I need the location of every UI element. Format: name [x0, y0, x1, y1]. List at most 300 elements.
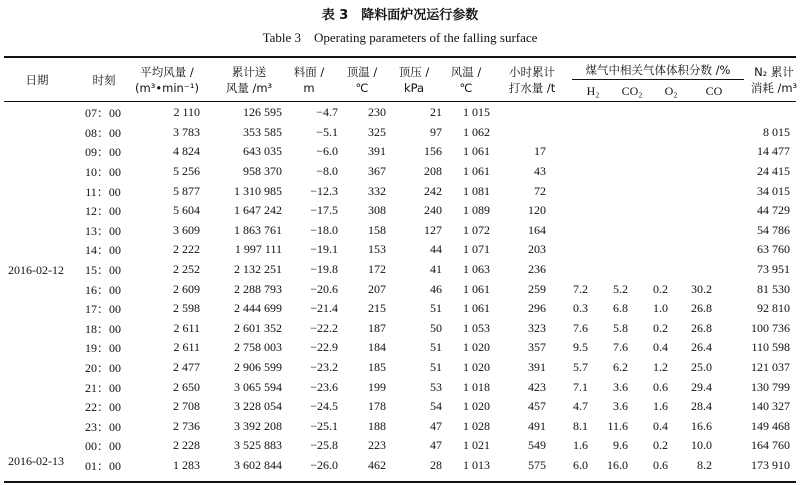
cell-wind: 5 256	[173, 164, 200, 179]
cell-blast: 1 071	[463, 242, 490, 257]
cell-blast: 1 020	[463, 360, 490, 375]
cell-o2: 0.4	[653, 418, 668, 433]
cell-cum: 2 601 352	[234, 320, 282, 335]
cell-cum: 643 035	[243, 144, 282, 159]
cell-co2	[594, 123, 634, 143]
cell-o2	[634, 260, 674, 280]
cell-time: 14：00	[84, 243, 121, 258]
cell-wind: 1 283	[173, 457, 200, 472]
cell-blast: 1 028	[463, 418, 490, 433]
date-cell	[4, 279, 78, 299]
cell-level: −8.0	[316, 164, 338, 179]
cell-co2: 7.6	[613, 340, 628, 355]
cell-h2: 8.1	[573, 418, 588, 433]
cell-wind: 2 736	[173, 418, 200, 433]
cell-water: 17	[534, 144, 546, 159]
cell-toppress: 44	[430, 242, 442, 257]
date-cell	[4, 162, 78, 182]
cell-co2	[594, 201, 634, 221]
cell-h2: 5.7	[573, 360, 588, 375]
cell-n2: 121 037	[751, 360, 790, 375]
cell-level: −23.6	[310, 379, 338, 394]
cell-toppress: 41	[430, 262, 442, 277]
cell-toppress: 54	[430, 399, 442, 414]
cell-time: 10：00	[84, 165, 121, 180]
cell-water: 236	[528, 262, 546, 277]
cell-toppress: 21	[430, 105, 442, 120]
date-cell	[4, 417, 78, 437]
cell-n2: 73 951	[757, 262, 790, 277]
cell-co2: 9.6	[613, 438, 628, 453]
table-row	[4, 260, 796, 280]
gas-group-rule	[572, 79, 744, 80]
date-cell	[4, 240, 78, 260]
cell-level: −25.8	[310, 438, 338, 453]
header-cum-wind: 累计送 风量 /m³	[225, 65, 273, 95]
cell-co2: 5.2	[613, 281, 628, 296]
cell-co2: 11.6	[607, 418, 628, 433]
header-n2: N₂ 累计 消耗 /m³	[750, 65, 798, 95]
cell-co: 16.6	[691, 418, 712, 433]
cell-h2: 9.5	[573, 340, 588, 355]
cell-cum: 3 228 054	[234, 399, 282, 414]
cell-o2: 0.2	[653, 281, 668, 296]
cell-h2	[552, 162, 594, 182]
cell-level: −4.7	[316, 105, 338, 120]
cell-co2	[594, 260, 634, 280]
cell-toptemp: 185	[368, 360, 386, 375]
cell-co2: 6.8	[613, 301, 628, 316]
cell-co	[674, 260, 718, 280]
header-top-pressure: 顶压 / kPa	[398, 65, 430, 95]
cell-h2: 1.6	[573, 438, 588, 453]
cell-co2	[594, 221, 634, 241]
cell-h2	[552, 260, 594, 280]
date-cell	[4, 338, 78, 358]
cell-blast: 1 061	[463, 164, 490, 179]
cell-time: 19：00	[84, 341, 121, 356]
cell-time: 11：00	[85, 184, 121, 199]
cell-wind: 2 598	[173, 301, 200, 316]
cell-level: −18.0	[310, 222, 338, 237]
cell-cum: 2 132 251	[234, 262, 282, 277]
cell-cum: 1 863 761	[234, 222, 282, 237]
cell-co	[674, 142, 718, 162]
cell-time: 23：00	[84, 419, 121, 434]
cell-level: −19.8	[310, 262, 338, 277]
table-row	[4, 397, 796, 417]
cell-wind: 2 228	[173, 438, 200, 453]
cell-co: 26.8	[691, 301, 712, 316]
cell-water: 357	[528, 340, 546, 355]
cell-n2: 81 530	[757, 281, 790, 296]
cell-toppress: 46	[430, 281, 442, 296]
cell-cum: 2 444 699	[234, 301, 282, 316]
date-cell	[4, 319, 78, 339]
cell-water: 575	[528, 457, 546, 472]
date-cell	[4, 103, 78, 123]
cell-co2	[594, 162, 634, 182]
cell-h2: 7.2	[573, 281, 588, 296]
cell-toptemp: 188	[368, 418, 386, 433]
cell-time: 15：00	[84, 263, 121, 278]
date-cell	[4, 142, 78, 162]
table-row	[4, 338, 796, 358]
cell-toptemp: 215	[368, 301, 386, 316]
cell-cum: 1 310 985	[234, 183, 282, 198]
table-row	[4, 436, 796, 456]
cell-cum: 3 392 208	[234, 418, 282, 433]
cell-cum: 3 602 844	[234, 457, 282, 472]
date-cell	[4, 358, 78, 378]
cell-cum: 126 595	[243, 105, 282, 120]
cell-level: −19.1	[310, 242, 338, 257]
table-row	[4, 319, 796, 339]
cell-time: 07：00	[84, 106, 121, 121]
header-top-temp: 顶温 / ℃	[346, 65, 378, 95]
date-label-2: 2016-02-13	[8, 454, 64, 468]
cell-h2: 0.3	[573, 301, 588, 316]
cell-n2: 63 760	[757, 242, 790, 257]
header-rule	[4, 101, 796, 102]
date-cell	[4, 436, 78, 456]
table-row	[4, 103, 796, 123]
cell-water: 423	[528, 379, 546, 394]
cell-time: 20：00	[84, 361, 121, 376]
cell-h2: 7.6	[573, 320, 588, 335]
table-row	[4, 299, 796, 319]
cell-n2: 14 477	[757, 144, 790, 159]
cell-o2	[634, 181, 674, 201]
cell-o2	[634, 142, 674, 162]
cell-co: 30.2	[691, 281, 712, 296]
cell-wind: 2 477	[173, 360, 200, 375]
cell-h2: 7.1	[573, 379, 588, 394]
cell-toppress: 47	[430, 438, 442, 453]
cell-toptemp: 178	[368, 399, 386, 414]
cell-wind: 5 877	[173, 183, 200, 198]
cell-level: −22.2	[310, 320, 338, 335]
cell-toptemp: 391	[368, 144, 386, 159]
header-h2: H₂	[586, 84, 600, 98]
cell-h2	[552, 103, 594, 123]
cell-toppress: 51	[430, 340, 442, 355]
table-row	[4, 417, 796, 437]
cell-n2: 140 327	[751, 399, 790, 414]
cell-level: −26.0	[310, 457, 338, 472]
cell-n2: 44 729	[757, 203, 790, 218]
cell-o2	[634, 221, 674, 241]
cell-co2: 5.8	[613, 320, 628, 335]
cell-cum: 2 288 793	[234, 281, 282, 296]
table-row	[4, 123, 796, 143]
cell-toppress: 208	[424, 164, 442, 179]
table-row	[4, 279, 796, 299]
cell-co2: 3.6	[613, 379, 628, 394]
cell-toppress: 53	[430, 379, 442, 394]
cell-o2: 0.2	[653, 320, 668, 335]
cell-blast: 1 020	[463, 340, 490, 355]
cell-toppress: 51	[430, 301, 442, 316]
cell-wind: 2 222	[173, 242, 200, 257]
table-row	[4, 377, 796, 397]
cell-o2: 1.0	[653, 301, 668, 316]
cell-co: 8.2	[697, 457, 712, 472]
cell-o2	[634, 162, 674, 182]
table-title-cn: 表 3 降料面炉况运行参数	[321, 8, 479, 23]
cell-level: −12.3	[310, 183, 338, 198]
cell-toptemp: 199	[368, 379, 386, 394]
cell-time: 18：00	[84, 321, 121, 336]
cell-toppress: 47	[430, 418, 442, 433]
cell-o2: 1.2	[653, 360, 668, 375]
table-row	[4, 181, 796, 201]
cell-blast: 1 053	[463, 320, 490, 335]
table-body	[4, 103, 796, 475]
header-co: CO	[705, 84, 723, 98]
cell-water: 203	[528, 242, 546, 257]
cell-toptemp: 223	[368, 438, 386, 453]
cell-toptemp: 332	[368, 183, 386, 198]
cell-co2: 6.2	[613, 360, 628, 375]
cell-blast: 1 061	[463, 301, 490, 316]
cell-water: 72	[534, 183, 546, 198]
cell-o2	[634, 123, 674, 143]
cell-co: 26.4	[691, 340, 712, 355]
cell-o2	[634, 201, 674, 221]
cell-n2: 8 015	[763, 124, 790, 139]
cell-toppress: 127	[424, 222, 442, 237]
cell-o2	[634, 103, 674, 123]
table-title-en: Table 3 Operating parameters of the falling surface	[262, 30, 538, 45]
cell-level: −5.1	[316, 124, 338, 139]
table-row	[4, 358, 796, 378]
cell-toppress: 242	[424, 183, 442, 198]
cell-blast: 1 013	[463, 457, 490, 472]
table-row	[4, 456, 796, 476]
cell-wind: 2 110	[173, 105, 200, 120]
cell-co	[674, 103, 718, 123]
cell-n2: 34 015	[757, 183, 790, 198]
header-avg-wind: 平均风量 / (m³•min⁻¹)	[135, 65, 199, 95]
date-cell	[4, 123, 78, 143]
cell-n2	[718, 103, 796, 123]
cell-wind: 3 609	[173, 222, 200, 237]
cell-h2: 4.7	[573, 399, 588, 414]
header-water: 小时累计 打水量 /t	[508, 65, 556, 95]
header-blast-temp: 风温 / ℃	[450, 65, 482, 95]
cell-blast: 1 089	[463, 203, 490, 218]
cell-co2	[594, 240, 634, 260]
cell-level: −20.6	[310, 281, 338, 296]
cell-level: −21.4	[310, 301, 338, 316]
cell-toppress: 156	[424, 144, 442, 159]
table-row	[4, 142, 796, 162]
cell-o2: 0.6	[653, 457, 668, 472]
cell-water: 43	[534, 164, 546, 179]
cell-n2: 149 468	[751, 418, 790, 433]
cell-n2: 54 786	[757, 222, 790, 237]
cell-cum: 958 370	[243, 164, 282, 179]
cell-co2: 3.6	[613, 399, 628, 414]
cell-co2: 16.0	[607, 457, 628, 472]
cell-blast: 1 015	[463, 105, 490, 120]
cell-n2: 110 598	[751, 340, 790, 355]
cell-co	[674, 221, 718, 241]
cell-cum: 353 585	[243, 124, 282, 139]
cell-h2	[552, 142, 594, 162]
cell-time: 21：00	[84, 380, 121, 395]
cell-o2	[634, 240, 674, 260]
cell-toptemp: 308	[368, 203, 386, 218]
cell-co: 25.0	[691, 360, 712, 375]
date-cell	[4, 201, 78, 221]
cell-o2: 1.6	[653, 399, 668, 414]
cell-toptemp: 325	[368, 124, 386, 139]
cell-time: 16：00	[84, 282, 121, 297]
cell-level: −17.5	[310, 203, 338, 218]
cell-toptemp: 207	[368, 281, 386, 296]
cell-time: 01：00	[84, 458, 121, 473]
parameters-table	[4, 103, 796, 475]
cell-cum: 3 065 594	[234, 379, 282, 394]
cell-cum: 1 997 111	[234, 242, 282, 257]
cell-n2: 130 799	[751, 379, 790, 394]
cell-toptemp: 230	[368, 105, 386, 120]
cell-n2: 100 736	[751, 320, 790, 335]
cell-h2	[552, 181, 594, 201]
cell-time: 12：00	[84, 204, 121, 219]
cell-cum: 1 647 242	[234, 203, 282, 218]
cell-blast: 1 081	[463, 183, 490, 198]
cell-water	[496, 103, 552, 123]
cell-co: 28.4	[691, 399, 712, 414]
top-rule	[4, 56, 796, 58]
table-row	[4, 201, 796, 221]
cell-blast: 1 018	[463, 379, 490, 394]
table-row	[4, 240, 796, 260]
date-cell	[4, 221, 78, 241]
cell-co2	[594, 181, 634, 201]
cell-co: 10.0	[691, 438, 712, 453]
cell-time: 09：00	[84, 145, 121, 160]
cell-o2: 0.6	[653, 379, 668, 394]
cell-time: 22：00	[84, 400, 121, 415]
cell-h2	[552, 123, 594, 143]
cell-n2: 92 810	[757, 301, 790, 316]
cell-toptemp: 462	[368, 457, 386, 472]
date-cell	[4, 397, 78, 417]
cell-toptemp: 367	[368, 164, 386, 179]
cell-co	[674, 123, 718, 143]
cell-time: 08：00	[84, 125, 121, 140]
header-time: 时刻	[92, 73, 116, 87]
cell-toppress: 28	[430, 457, 442, 472]
table-row	[4, 221, 796, 241]
cell-water: 323	[528, 320, 546, 335]
cell-water: 120	[528, 203, 546, 218]
date-cell	[4, 181, 78, 201]
cell-wind: 2 609	[173, 281, 200, 296]
date-label-1: 2016-02-12	[8, 263, 64, 277]
cell-co	[674, 240, 718, 260]
header-gas-group: 煤气中相关气体体积分数 /%	[585, 63, 731, 77]
cell-blast: 1 072	[463, 222, 490, 237]
cell-n2: 164 760	[751, 438, 790, 453]
cell-blast: 1 061	[463, 281, 490, 296]
cell-level: −24.5	[310, 399, 338, 414]
cell-blast: 1 062	[463, 124, 490, 139]
cell-toptemp: 158	[368, 222, 386, 237]
cell-h2	[552, 201, 594, 221]
cell-cum: 3 525 883	[234, 438, 282, 453]
cell-time: 13：00	[84, 223, 121, 238]
cell-water: 259	[528, 281, 546, 296]
cell-h2: 6.0	[573, 457, 588, 472]
header-co2: CO₂	[621, 84, 643, 98]
header-burden-level: 料面 / m	[293, 65, 325, 95]
header-o2: O₂	[664, 84, 678, 98]
cell-wind: 2 611	[173, 320, 200, 335]
cell-n2: 24 415	[757, 164, 790, 179]
cell-toppress: 51	[430, 360, 442, 375]
cell-water	[496, 123, 552, 143]
date-cell	[4, 299, 78, 319]
cell-wind: 5 604	[173, 203, 200, 218]
cell-wind: 2 708	[173, 399, 200, 414]
cell-co2	[594, 103, 634, 123]
cell-blast: 1 021	[463, 438, 490, 453]
cell-co: 29.4	[691, 379, 712, 394]
cell-water: 457	[528, 399, 546, 414]
cell-time: 00：00	[84, 439, 121, 454]
cell-toppress: 240	[424, 203, 442, 218]
cell-cum: 2 758 003	[234, 340, 282, 355]
cell-n2: 173 910	[751, 457, 790, 472]
cell-level: −22.9	[310, 340, 338, 355]
cell-water: 391	[528, 360, 546, 375]
cell-level: −25.1	[310, 418, 338, 433]
cell-toptemp: 172	[368, 262, 386, 277]
cell-water: 296	[528, 301, 546, 316]
cell-co2	[594, 142, 634, 162]
cell-co	[674, 162, 718, 182]
cell-toptemp: 187	[368, 320, 386, 335]
cell-co	[674, 201, 718, 221]
cell-time: 17：00	[84, 302, 121, 317]
cell-wind: 2 611	[173, 340, 200, 355]
cell-o2: 0.2	[653, 438, 668, 453]
cell-wind: 2 252	[173, 262, 200, 277]
cell-co: 26.8	[691, 320, 712, 335]
table-row	[4, 162, 796, 182]
header-date: 日期	[25, 73, 49, 87]
cell-cum: 2 906 599	[234, 360, 282, 375]
cell-blast: 1 020	[463, 399, 490, 414]
cell-level: −23.2	[310, 360, 338, 375]
cell-h2	[552, 240, 594, 260]
cell-toptemp: 153	[368, 242, 386, 257]
cell-water: 164	[528, 222, 546, 237]
cell-water: 491	[528, 418, 546, 433]
cell-wind: 4 824	[173, 144, 200, 159]
cell-blast: 1 061	[463, 144, 490, 159]
bottom-rule	[4, 481, 796, 483]
cell-toptemp: 184	[368, 340, 386, 355]
cell-blast: 1 063	[463, 262, 490, 277]
cell-toppress: 50	[430, 320, 442, 335]
cell-co	[674, 181, 718, 201]
